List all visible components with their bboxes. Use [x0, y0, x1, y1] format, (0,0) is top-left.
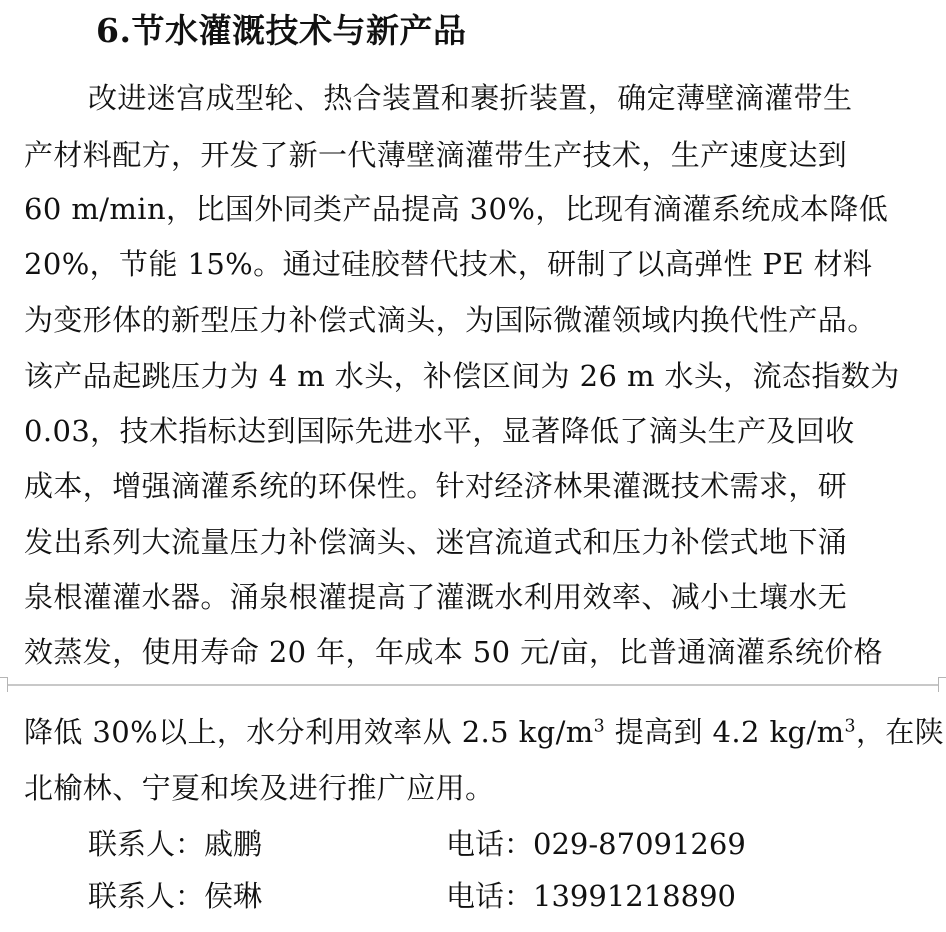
page-break-separator	[0, 676, 946, 692]
paragraph-line: 0.03，技术指标达到国际先进水平，显著降低了滴头生产及回收	[24, 414, 855, 448]
phone-number: 029-87091269	[533, 827, 746, 861]
page-break-line	[0, 684, 946, 686]
superscript-exponent: 3	[844, 716, 856, 737]
paragraph-line: 效蒸发，使用寿命 20 年，年成本 50 元/亩，比普通滴灌系统价格	[24, 635, 884, 669]
contact-label: 联系人：	[88, 879, 205, 913]
paragraph-line-continued	[24, 712, 945, 752]
paragraph-line: 成本，增强滴灌系统的环保性。针对经济林果灌溉技术需求，研	[24, 469, 848, 503]
page-corner-mark-right	[938, 677, 946, 693]
paragraph-line: 该产品起跳压力为 4 m 水头，补偿区间为 26 m 水头，流态指数为	[24, 359, 900, 393]
text-run: 降低 30%以上，水分利用效率从 2.5 kg/m	[24, 715, 594, 749]
text-run: ，在陕	[855, 715, 945, 749]
phone-block	[446, 824, 746, 864]
page-corner-mark-left	[0, 677, 8, 693]
contact-row	[88, 824, 746, 864]
paragraph-line: 北榆林、宁夏和埃及进行推广应用。	[24, 771, 495, 805]
paragraph-line: 改进迷宫成型轮、热合装置和裹折装置，确定薄壁滴灌带生	[88, 81, 853, 115]
paragraph-line: 60 m/min，比国外同类产品提高 30%，比现有滴灌系统成本降低	[24, 192, 889, 226]
document-page-2	[0, 692, 946, 932]
phone-number: 13991218890	[533, 879, 736, 913]
contact-name: 侯琳	[204, 879, 263, 913]
paragraph-line: 发出系列大流量压力补偿滴头、迷宫流道式和压力补偿式地下涌	[24, 525, 848, 559]
section-title: 6.节水灌溉技术与新产品	[96, 11, 467, 50]
contact-name: 戚鹏	[204, 827, 263, 861]
text-run: 提高到 4.2 kg/m	[605, 715, 845, 749]
phone-block	[446, 876, 736, 916]
superscript-exponent: 3	[593, 716, 606, 737]
paragraph-line: 泉根灌灌水器。涌泉根灌提高了灌溉水利用效率、减小土壤水无	[24, 580, 848, 614]
paragraph-line: 产材料配方，开发了新一代薄壁滴灌带生产技术，生产速度达到	[24, 138, 848, 172]
paragraph-line: 20%，节能 15%。通过硅胶替代技术，研制了以高弹性 PE 材料	[24, 247, 873, 281]
phone-label: 电话：	[446, 827, 534, 861]
contact-row	[88, 876, 736, 916]
paragraph-line: 为变形体的新型压力补偿式滴头，为国际微灌领域内换代性产品。	[24, 303, 877, 337]
phone-label: 电话：	[446, 879, 534, 913]
contact-label: 联系人：	[88, 827, 205, 861]
